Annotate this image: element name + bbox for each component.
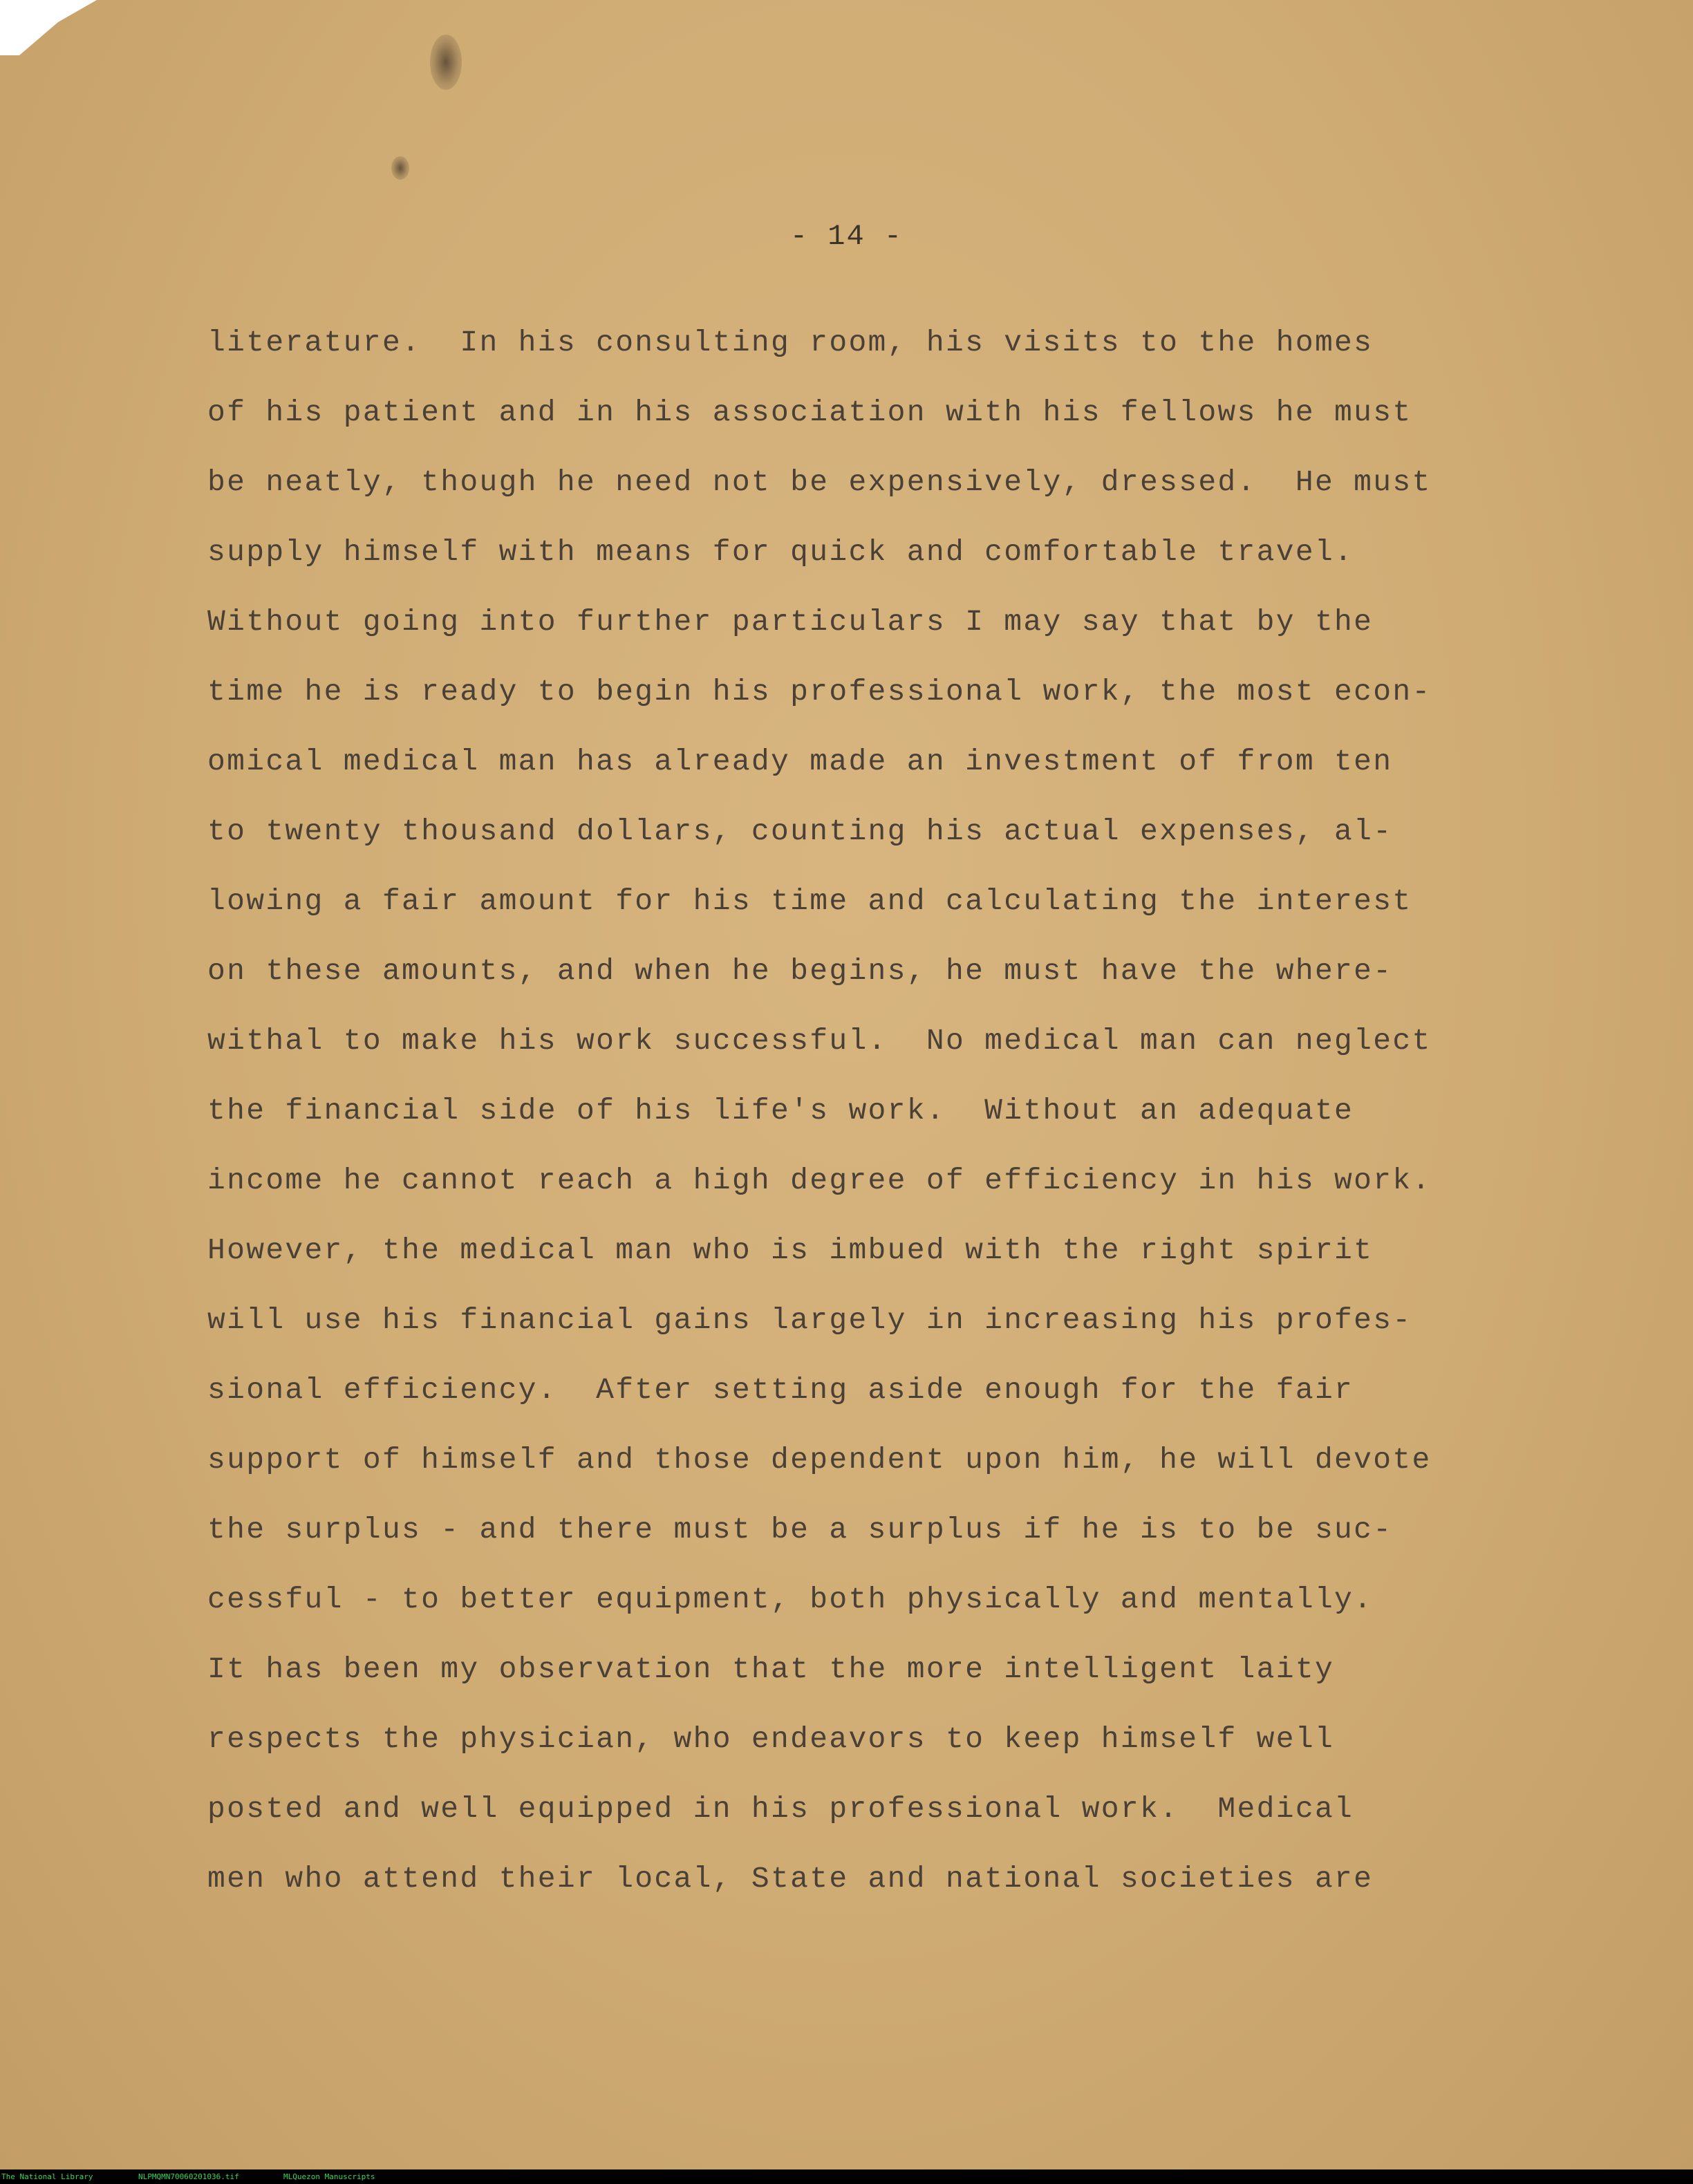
text-line: However, the medical man who is imbued with the right spirit: [207, 1233, 1374, 1267]
text-line: lowing a fair amount for his time and calculating the interest: [207, 884, 1412, 918]
text-line: cessful - to better equipment, both physically and mentally.: [207, 1583, 1374, 1616]
text-line: respects the physician, who endeavors to keep himself well: [207, 1722, 1335, 1756]
text-line: Without going into further particulars I may say that by the: [207, 605, 1374, 639]
text-line: on these amounts, and when he begins, he must have the where-: [207, 954, 1393, 988]
footer-library: The National Library: [1, 2172, 93, 2181]
text-line: sional efficiency. After setting aside enough for the fair: [207, 1373, 1354, 1407]
footer-collection: MLQuezon Manuscripts: [283, 2172, 375, 2181]
text-line: literature. In his consulting room, his visits to the homes: [207, 326, 1374, 360]
text-line: support of himself and those dependent upon him, he will devote: [207, 1443, 1432, 1477]
text-line: omical medical man has already made an investment of from ten: [207, 745, 1393, 778]
text-line: men who attend their local, State and national societies are: [207, 1862, 1374, 1896]
page-number: - 14 -: [789, 220, 904, 253]
torn-corner: [0, 0, 97, 55]
text-line: to twenty thousand dollars, counting his actual expenses, al-: [207, 814, 1393, 848]
ink-stain: [430, 35, 462, 90]
footer-filename: NLPMQMN70060201036.tif: [138, 2172, 239, 2181]
text-line: be neatly, though he need not be expensively, dressed. He must: [207, 465, 1432, 499]
text-line: of his patient and in his association with his fellows he must: [207, 395, 1412, 429]
ink-stain: [391, 156, 409, 180]
text-line: posted and well equipped in his professional work. Medical: [207, 1792, 1354, 1826]
text-line: the surplus - and there must be a surplus if he is to be suc-: [207, 1513, 1393, 1547]
text-line: income he cannot reach a high degree of efficiency in his work.: [207, 1164, 1432, 1197]
text-line: withal to make his work successful. No medical man can neglect: [207, 1024, 1432, 1058]
scan-footer-bar: [0, 2169, 1693, 2184]
text-line: It has been my observation that the more intelligent laity: [207, 1652, 1335, 1686]
text-line: time he is ready to begin his professional work, the most econ-: [207, 675, 1432, 709]
typed-text-body: [207, 322, 1562, 1928]
text-line: will use his financial gains largely in increasing his profes-: [207, 1303, 1412, 1337]
text-line: supply himself with means for quick and comfortable travel.: [207, 535, 1354, 569]
text-line: the financial side of his life's work. Without an adequate: [207, 1094, 1354, 1128]
